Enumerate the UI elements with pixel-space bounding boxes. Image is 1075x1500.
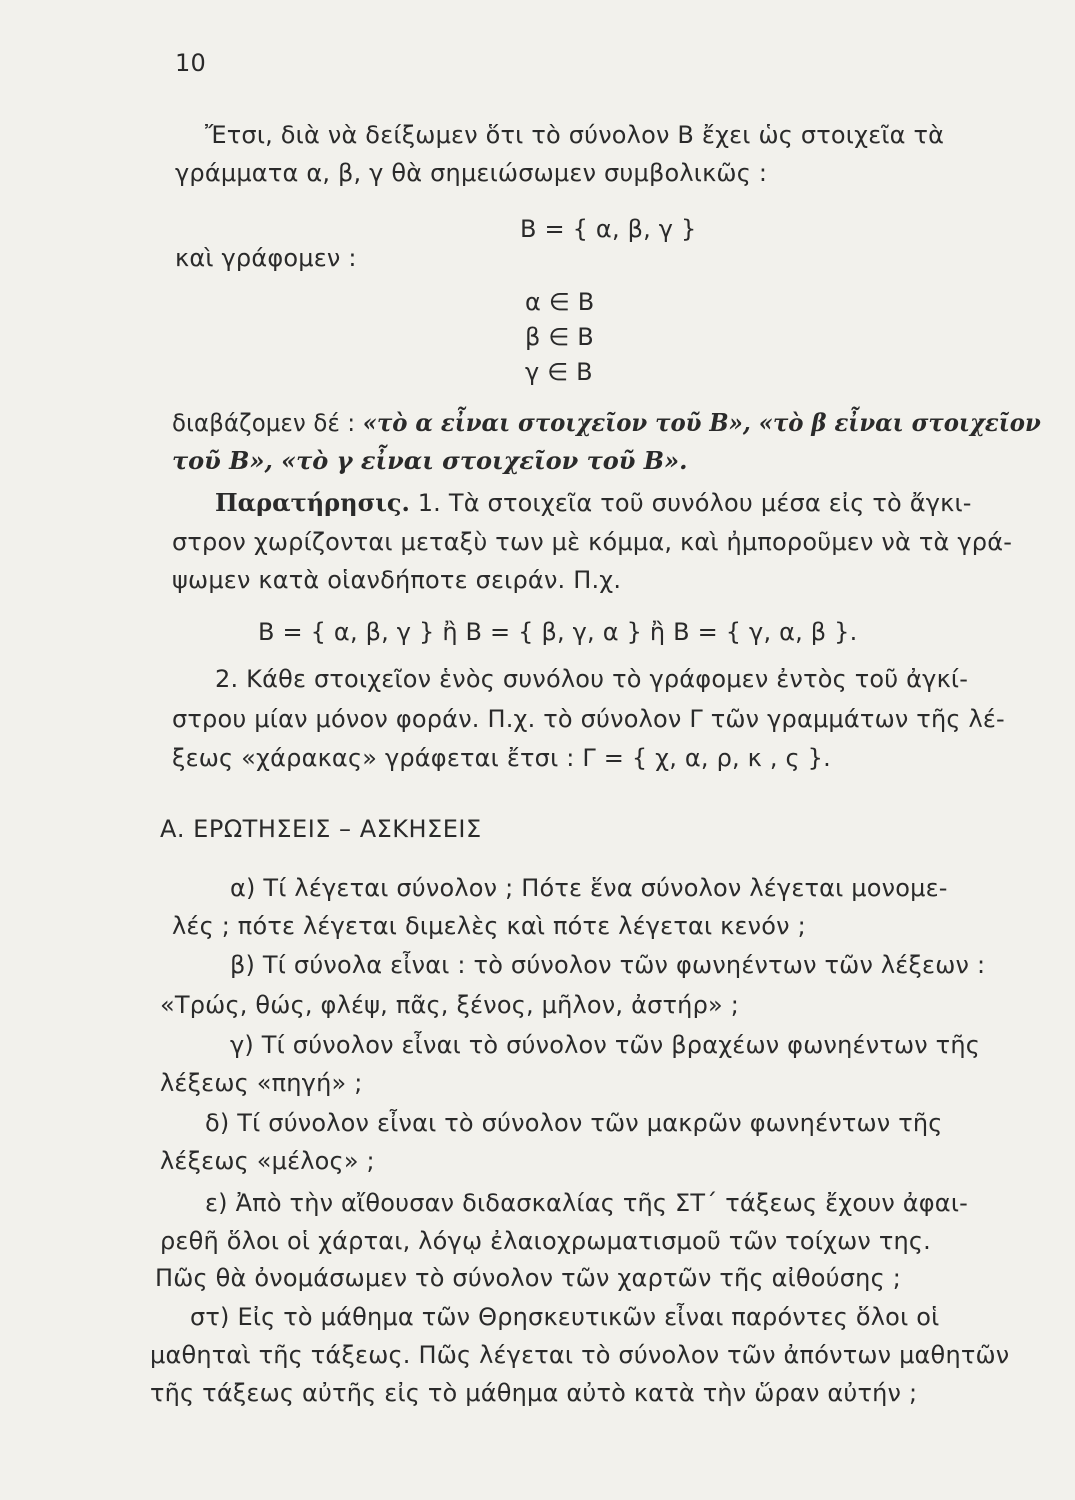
exercises-heading: Α. ΕΡΩΤΗΣΕΙΣ – ΑΣΚΗΣΕΙΣ bbox=[160, 815, 482, 843]
intro-line-1: Ἔτσι, διὰ νὰ δείξωμεν ὅτι τὸ σύνολον Β ἔχει ὡς στοιχεῖα τὰ bbox=[205, 121, 945, 149]
exercise-line: μαθηταὶ τῆς τάξεως. Πῶς λέγεται τὸ σύνολον τῶν ἀπόντων μαθητῶν bbox=[150, 1341, 1010, 1369]
remark-p2-line-2: στρου μίαν μόνον φοράν. Π.χ. τὸ σύνολον Γ τῶν γραμμάτων τῆς λέ- bbox=[172, 705, 1005, 733]
remark-line-3: ψωμεν κατὰ οἱανδήποτε σειράν. Π.χ. bbox=[172, 566, 622, 594]
exercise-line: «Τρώς, θώς, φλέψ, πᾶς, ξένος, μῆλον, ἀστήρ» ; bbox=[160, 991, 739, 1019]
read-line-2: τοῦ Β», «τὸ γ εἶναι στοιχεῖον τοῦ Β». bbox=[172, 446, 688, 475]
membership-beta: β ∈ Β bbox=[525, 323, 594, 351]
remark-text-1: 1. Τὰ στοιχεῖα τοῦ συνόλου μέσα εἰς τὸ ἄγκι- bbox=[417, 489, 972, 517]
exercise-line: α) Τί λέγεται σύνολον ; Πότε ἕνα σύνολον λέγεται μονομε- bbox=[230, 874, 948, 902]
and-write-text: καὶ γράφομεν : bbox=[175, 244, 357, 272]
remark-line-2: στρον χωρίζονται μεταξὺ των μὲ κόμμα, καὶ ἠμποροῦμεν νὰ τὰ γρά- bbox=[172, 528, 1013, 556]
remark-title: Παρατήρησις. bbox=[215, 488, 410, 517]
remark-p2-line-3: ξεως «χάρακας» γράφεται ἔτσι : Γ = { χ, α, ρ, κ , ς }. bbox=[172, 744, 831, 772]
exercise-line: β) Τί σύνολα εἶναι : τὸ σύνολον τῶν φωνηέντων τῶν λέξεων : bbox=[230, 951, 986, 979]
exercise-line: δ) Τί σύνολον εἶναι τὸ σύνολον τῶν μακρῶν φωνηέντων τῆς bbox=[205, 1109, 943, 1137]
exercise-line: Πῶς θὰ ὀνομάσωμεν τὸ σύνολον τῶν χαρτῶν τῆς αἰθούσης ; bbox=[155, 1264, 901, 1292]
exercise-line: λέξεως «μέλος» ; bbox=[160, 1147, 375, 1175]
exercise-line: γ) Τί σύνολον εἶναι τὸ σύνολον τῶν βραχέων φωνηέντων τῆς bbox=[230, 1031, 981, 1059]
intro-line-2: γράμματα α, β, γ θὰ σημειώσωμεν συμβολικῶς : bbox=[175, 159, 768, 187]
membership-alpha: α ∈ Β bbox=[525, 288, 595, 316]
read-bold-1: «τὸ α εἶναι στοιχεῖον τοῦ Β», «τὸ β εἶναι στοιχεῖον bbox=[362, 408, 1041, 437]
read-prefix: διαβάζομεν δέ : bbox=[172, 409, 356, 437]
exercise-line: ρεθῆ ὅλοι οἱ χάρται, λόγῳ ἐλαιοχρωματισμοῦ τῶν τοίχων της. bbox=[160, 1227, 932, 1255]
page-number: 10 bbox=[175, 49, 206, 77]
exercise-line: τῆς τάξεως αὐτῆς εἰς τὸ μάθημα αὐτὸ κατὰ τὴν ὥραν αὐτήν ; bbox=[150, 1379, 918, 1407]
exercise-line: λέξεως «πηγή» ; bbox=[160, 1069, 363, 1097]
remark-p2-line-1: 2. Κάθε στοιχεῖον ἑνὸς συνόλου τὸ γράφομεν ἐντὸς τοῦ ἀγκί- bbox=[215, 665, 969, 693]
remark-line-1 bbox=[215, 488, 972, 518]
set-formula: Β = { α, β, γ } bbox=[520, 215, 697, 243]
exercise-line: ε) Ἀπὸ τὴν αἴθουσαν διδασκαλίας τῆς ΣΤ΄ τάξεως ἔχουν ἀφαι- bbox=[205, 1189, 969, 1217]
membership-gamma: γ ∈ Β bbox=[525, 358, 593, 386]
read-line-1 bbox=[172, 408, 1041, 438]
exercise-line: στ) Εἰς τὸ μάθημα τῶν Θρησκευτικῶν εἶναι παρόντες ὅλοι οἱ bbox=[190, 1303, 940, 1331]
remark-formula: Β = { α, β, γ } ἢ Β = { β, γ, α } ἢ Β = { γ, α, β }. bbox=[258, 618, 858, 646]
exercise-line: λές ; πότε λέγεται διμελὲς καὶ πότε λέγεται κενόν ; bbox=[172, 912, 806, 940]
